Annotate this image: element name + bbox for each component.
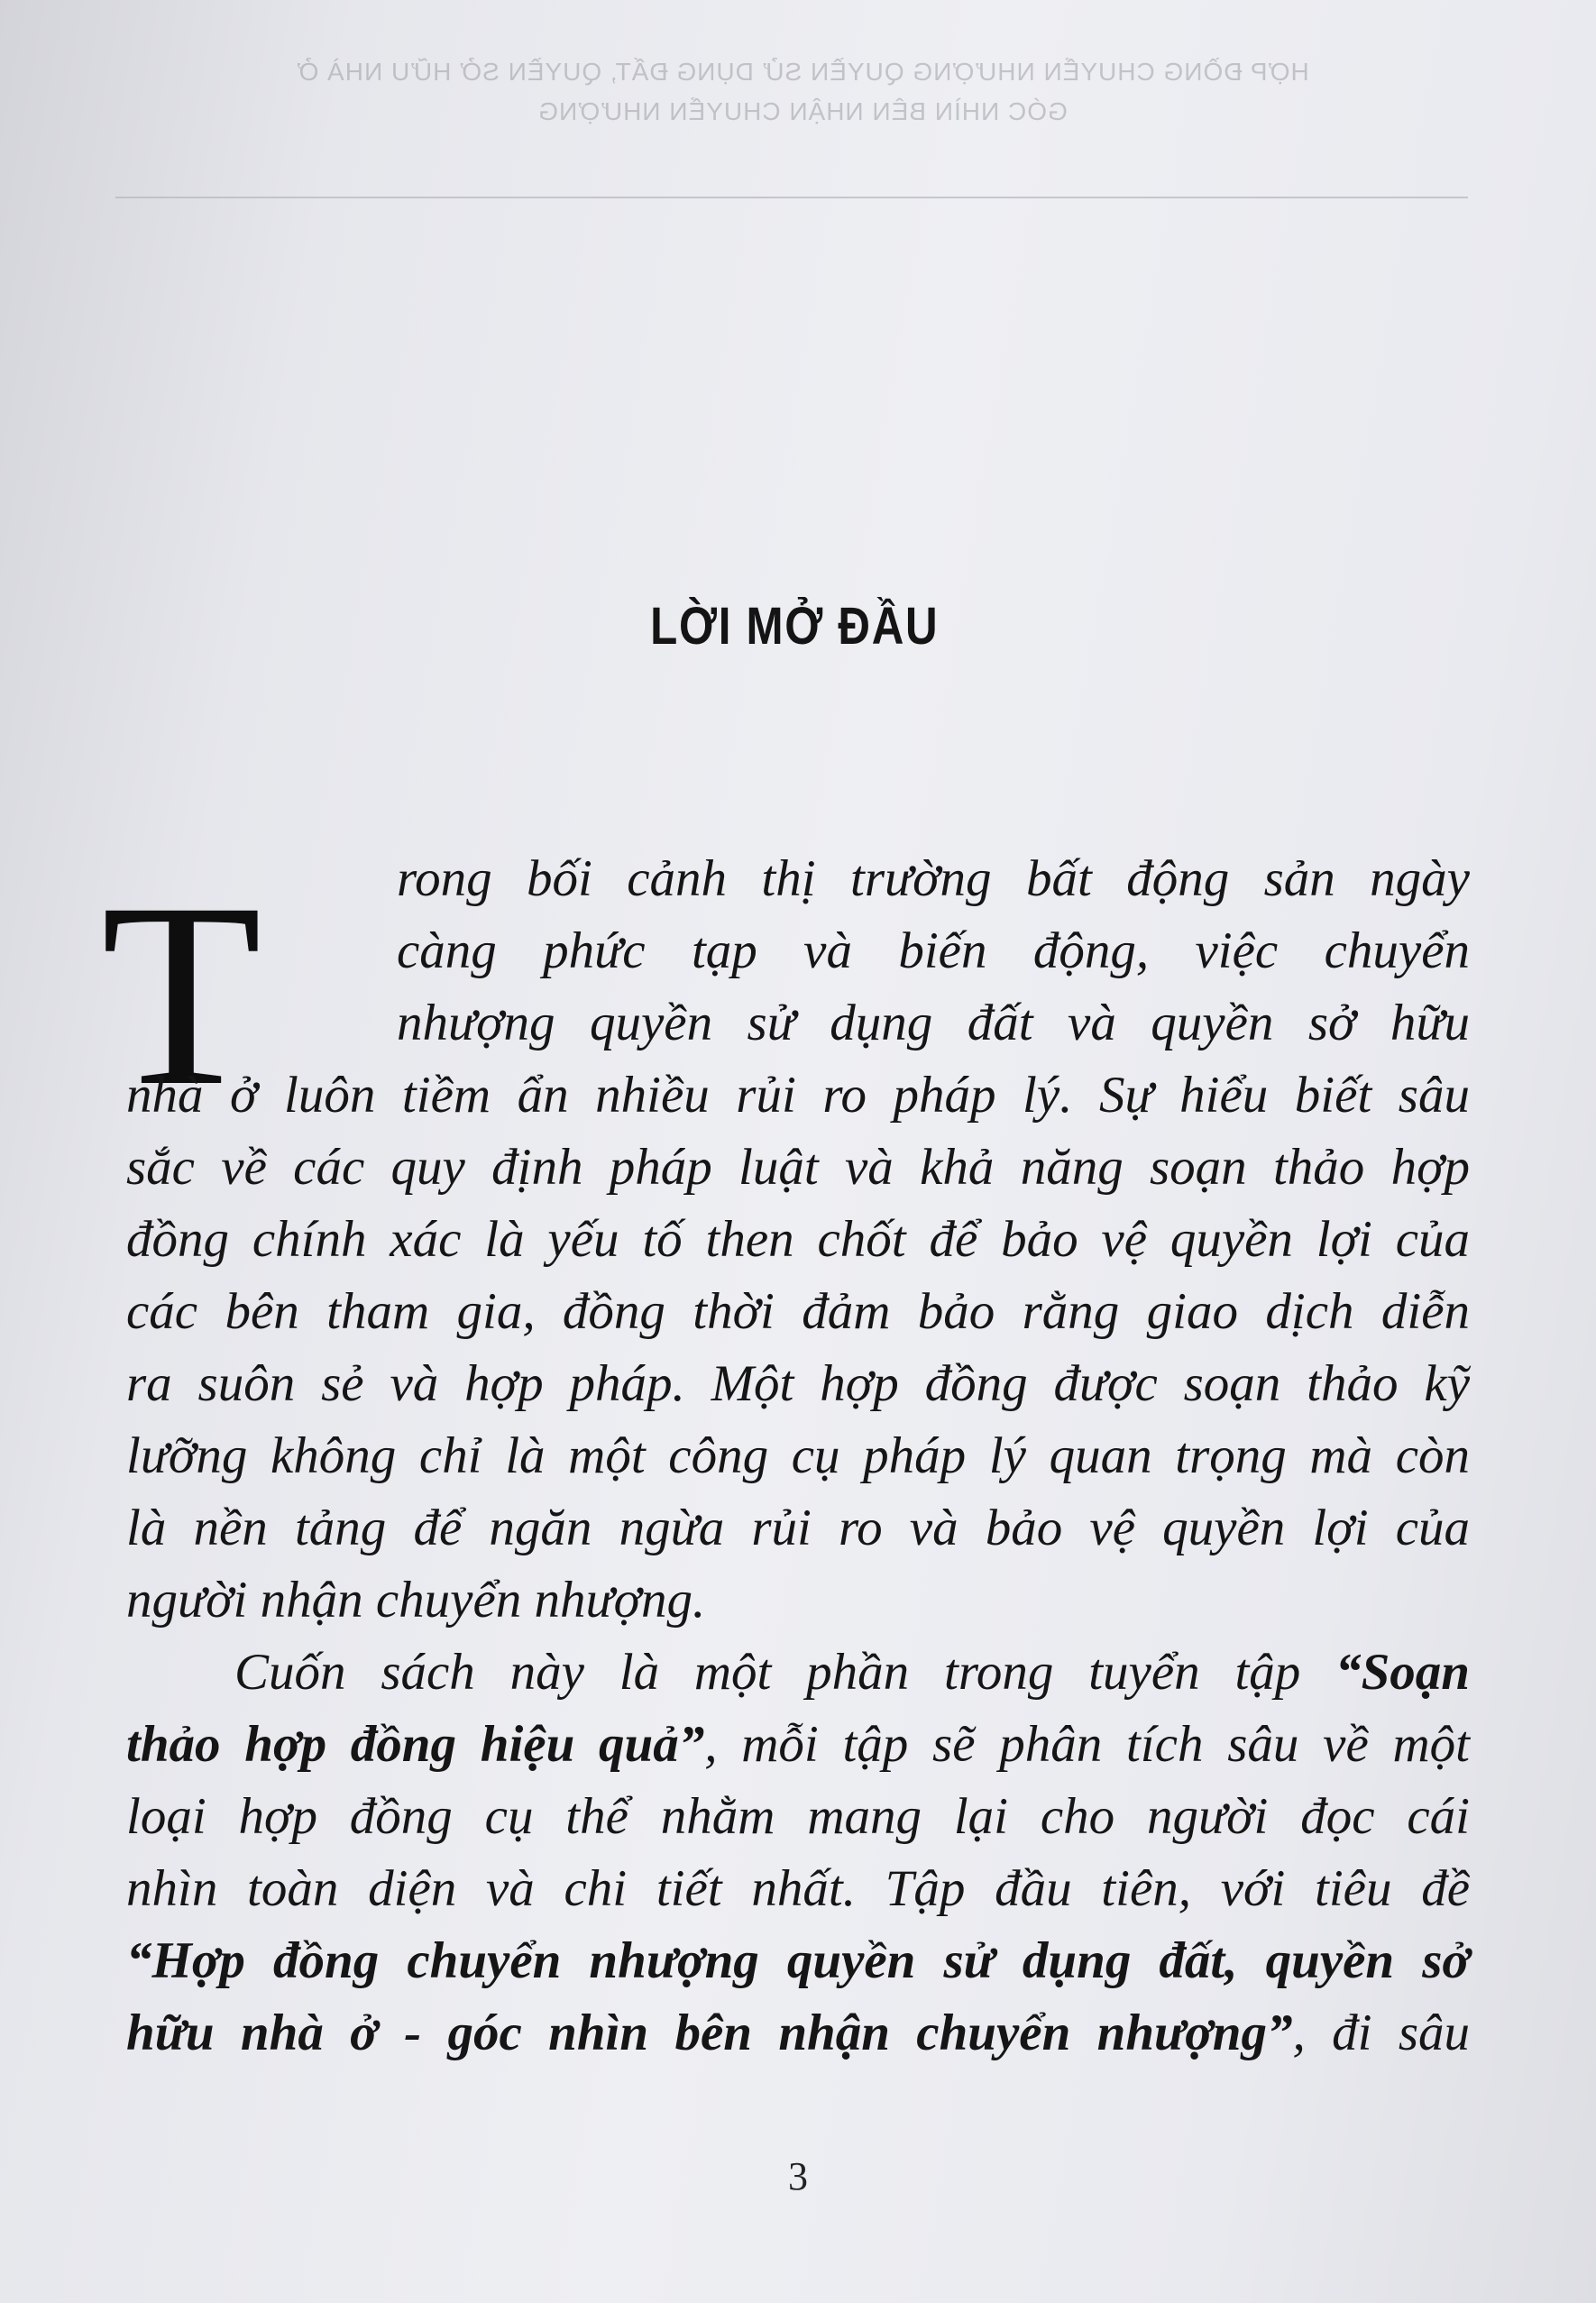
paragraph-2-text: , đi sâu <box>1292 2005 1470 2061</box>
series-title-part: thảo hợp đồng hiệu quả” <box>126 1716 705 1773</box>
body-text <box>126 843 1470 2069</box>
paragraph-2-text: Cuốn sách này là một phần trong tuyển tập <box>234 1644 1336 1701</box>
bleed-header-line-2: GÓC NHÌN BÊN NHẬN CHUYỂN NHƯỢNG <box>537 97 1068 125</box>
bleed-through-rule <box>115 197 1468 198</box>
bleed-header-line-1: HỢP ĐỒNG CHUYỂN NHƯỢNG QUYỀN SỬ DỤNG ĐẤT, QUYỀN SỞ HỮU NHÀ Ở <box>296 58 1309 86</box>
paragraph-2-line-3: loại hợp đồng cụ thể nhằm mang lại cho người đọc cái <box>126 1788 1470 1845</box>
paragraph-2-text: , mỗi tập sẽ phân tích sâu về một <box>704 1716 1470 1773</box>
paragraph-1-line: người nhận chuyển nhượng. <box>126 1572 706 1629</box>
paragraph-2-line-1 <box>126 1637 1470 1709</box>
paragraph-2-line-2 <box>126 1709 1470 1781</box>
volume-title-part: hữu nhà ở - góc nhìn bên nhận chuyển nhượng” <box>126 2005 1293 2061</box>
volume-title-line: “Hợp đồng chuyển nhượng quyền sử dụng đất, quyền sở <box>126 1932 1470 1989</box>
paragraph-2-line-6 <box>126 1997 1470 2069</box>
page-title: LỜI MỞ ĐẦU <box>650 596 940 656</box>
paragraph-1-line: các bên tham gia, đồng thời đảm bảo rằng giao dịch diễn <box>126 1283 1470 1340</box>
paragraph-1-line: nhà ở luôn tiềm ẩn nhiều rủi ro pháp lý. Sự hiểu biết sâu <box>126 1067 1470 1124</box>
drop-cap: T <box>101 849 262 1141</box>
paragraph-1-line: sắc về các quy định pháp luật và khả năng soạn thảo hợp <box>126 1139 1470 1196</box>
paragraph-1-line: đồng chính xác là yếu tố then chốt để bảo vệ quyền lợi của <box>126 1211 1470 1268</box>
paragraph-1-line: là nền tảng để ngăn ngừa rủi ro và bảo vệ quyền lợi của <box>126 1500 1470 1556</box>
series-title-part: “Soạn <box>1335 1644 1470 1701</box>
paragraph-2-line-4: nhìn toàn diện và chi tiết nhất. Tập đầu tiên, với tiêu đề <box>126 1860 1470 1917</box>
paragraph-1-line: lưỡng không chỉ là một công cụ pháp lý quan trọng mà còn <box>126 1427 1470 1484</box>
bleed-through-header <box>171 52 1434 132</box>
paragraph-1-line: nhượng quyền sử dụng đất và quyền sở hữu <box>397 995 1470 1051</box>
page-number: 3 <box>788 2154 808 2198</box>
paragraph-1-line: càng phức tạp và biến động, việc chuyển <box>397 922 1470 979</box>
paragraph-1-line: rong bối cảnh thị trường bất động sản ngày <box>397 850 1470 907</box>
paragraph-1-line: ra suôn sẻ và hợp pháp. Một hợp đồng được soạn thảo kỹ <box>126 1355 1470 1412</box>
